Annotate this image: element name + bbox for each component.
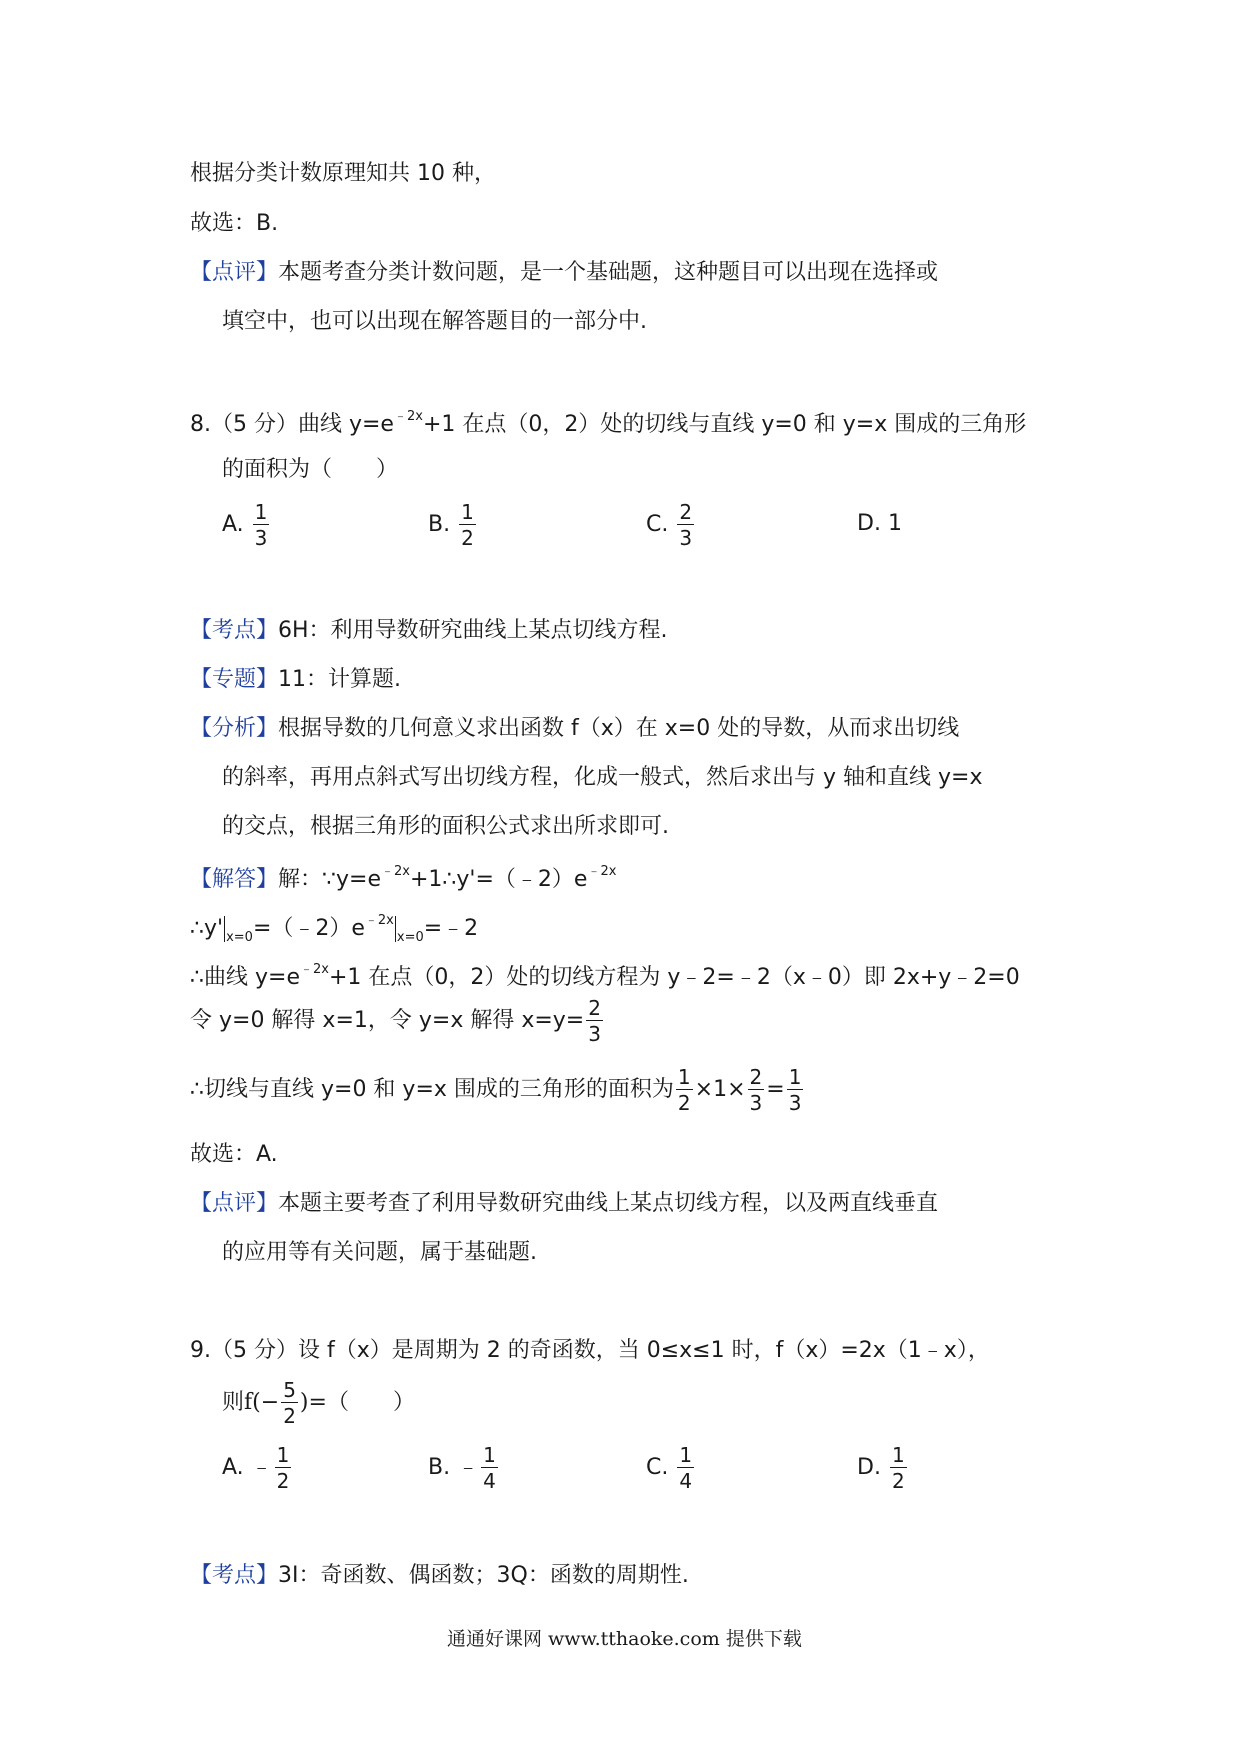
prev-review-line2: 填空中，也可以出现在解答题目的一部分中. <box>222 309 647 334</box>
analysis-tag: 【分析】 <box>190 716 279 741</box>
fraction: $\frac{2}{3}$ <box>588 996 601 1046</box>
q8-topic: 【专题】11：计算题. <box>190 667 402 692</box>
q8-solution-line4: 令 y=0 解得 x=1，令 y=x 解得 x=y= $\frac{2}{3}$ <box>190 996 601 1046</box>
q8-option-d: D. 1 <box>857 511 902 536</box>
topic-tag: 【专题】 <box>190 667 279 692</box>
q9-option-c: C. $\frac{1}{4}$ <box>646 1443 693 1493</box>
q8-option-c: C. $\frac{2}{3}$ <box>646 500 693 550</box>
q8-solution-line3: ∴曲线 $y=e^{﹣2x}+1$ 在点（0，2）处的切线方程为 y﹣2=﹣2（x﹣0）即 2x+y﹣2=0 <box>190 962 1020 990</box>
fraction: $\frac{1}{4}$ <box>679 1443 693 1493</box>
fraction: $\frac{2}{3}$ <box>749 1065 763 1115</box>
q8-analysis-line3: 的交点，根据三角形的面积公式求出所求即可. <box>222 814 669 839</box>
knowledge-tag: 【考点】 <box>190 1563 279 1588</box>
prev-answer: 故选：B. <box>190 211 279 236</box>
fraction: $\frac{1}{4}$ <box>483 1443 496 1493</box>
prev-count-line: 根据分类计数原理知共 10 种， <box>190 161 496 186</box>
knowledge-tag: 【考点】 <box>190 618 279 643</box>
review-tag: 【点评】 <box>190 1191 279 1216</box>
q9-option-d: D. $\frac{1}{2}$ <box>857 1443 905 1493</box>
q8-knowledge-point: 【考点】6H：利用导数研究曲线上某点切线方程. <box>190 618 668 643</box>
prev-review-line1 <box>190 262 938 284</box>
q8-stem-line2: 的面积为（ ） <box>222 457 399 482</box>
q9-option-b: B. ﹣ $\frac{1}{4}$ <box>428 1443 496 1493</box>
solution-tag: 【解答】 <box>190 867 279 892</box>
fraction: $\frac{5}{2}$ <box>283 1378 296 1428</box>
q8-solution-line5: ∴切线与直线 y=0 和 y=x 围成的三角形的面积为 $\frac{1}{2}$ ×1× $\frac{2}{3}$ = $\frac{1}{3}$ <box>190 1065 802 1115</box>
fraction: $\frac{2}{3}$ <box>679 500 693 550</box>
fraction: $\frac{1}{3}$ <box>254 500 268 550</box>
q8-option-a: A. $\frac{1}{3}$ <box>222 500 268 550</box>
q8-analysis-line2: 的斜率，再用点斜式写出切线方程，化成一般式，然后求出与 y 轴和直线 y=x <box>222 765 983 790</box>
review-text: 本题考查分类计数问题，是一个基础题，这种题目可以出现在选择或 <box>278 260 939 285</box>
q8-answer: 故选：A. <box>190 1142 278 1167</box>
fraction: $\frac{1}{3}$ <box>788 1065 802 1115</box>
fraction: $\frac{1}{2}$ <box>677 1065 691 1115</box>
q8-review-line1: 【点评】本题主要考查了利用导数研究曲线上某点切线方程，以及两直线垂直 <box>190 1191 939 1216</box>
fraction: $\frac{1}{2}$ <box>461 500 474 550</box>
review-tag: 【点评】 <box>190 260 279 285</box>
q8-option-b: B. $\frac{1}{2}$ <box>428 500 474 550</box>
q9-stem-line2: 则f(− $\frac{5}{2}$ )=（ ） <box>222 1378 415 1428</box>
q8-solution-line1: 【解答】解：$\because y=e^{﹣2x}+1\therefore y'=(﹣2)e^{﹣2x}$ <box>190 864 617 892</box>
q9-option-a: A. ﹣ $\frac{1}{2}$ <box>222 1443 290 1493</box>
q9-knowledge-point: 【考点】3I：奇函数、偶函数；3Q：函数的周期性. <box>190 1563 689 1588</box>
page-footer: 通通好课网 www.tthaoke.com 提供下载 <box>447 1628 802 1650</box>
q8-analysis-line1: 【分析】根据导数的几何意义求出函数 f（x）在 x=0 处的导数，从而求出切线 <box>190 716 960 741</box>
q8-review-line2: 的应用等有关问题，属于基础题. <box>222 1240 537 1265</box>
fraction: $\frac{1}{2}$ <box>891 1443 905 1493</box>
q8-solution-line2: ∴y' $_{x=0}=(﹣2)e^{﹣2x}_{x=0}=﹣2$ <box>190 913 479 945</box>
fraction: $\frac{1}{2}$ <box>276 1443 290 1493</box>
q9-stem-line1: 9.（5 分）设 f（x）是周期为 2 的奇函数，当 0≤x≤1 时，f（x）=2x（1﹣x）， <box>190 1338 990 1363</box>
q8-stem-line1: 8.（5 分）曲线 $y=e^{﹣2x}+1$ 在点（0，2）处的切线与直线 y=0 和 y=x 围成的三角形 <box>190 409 1027 437</box>
